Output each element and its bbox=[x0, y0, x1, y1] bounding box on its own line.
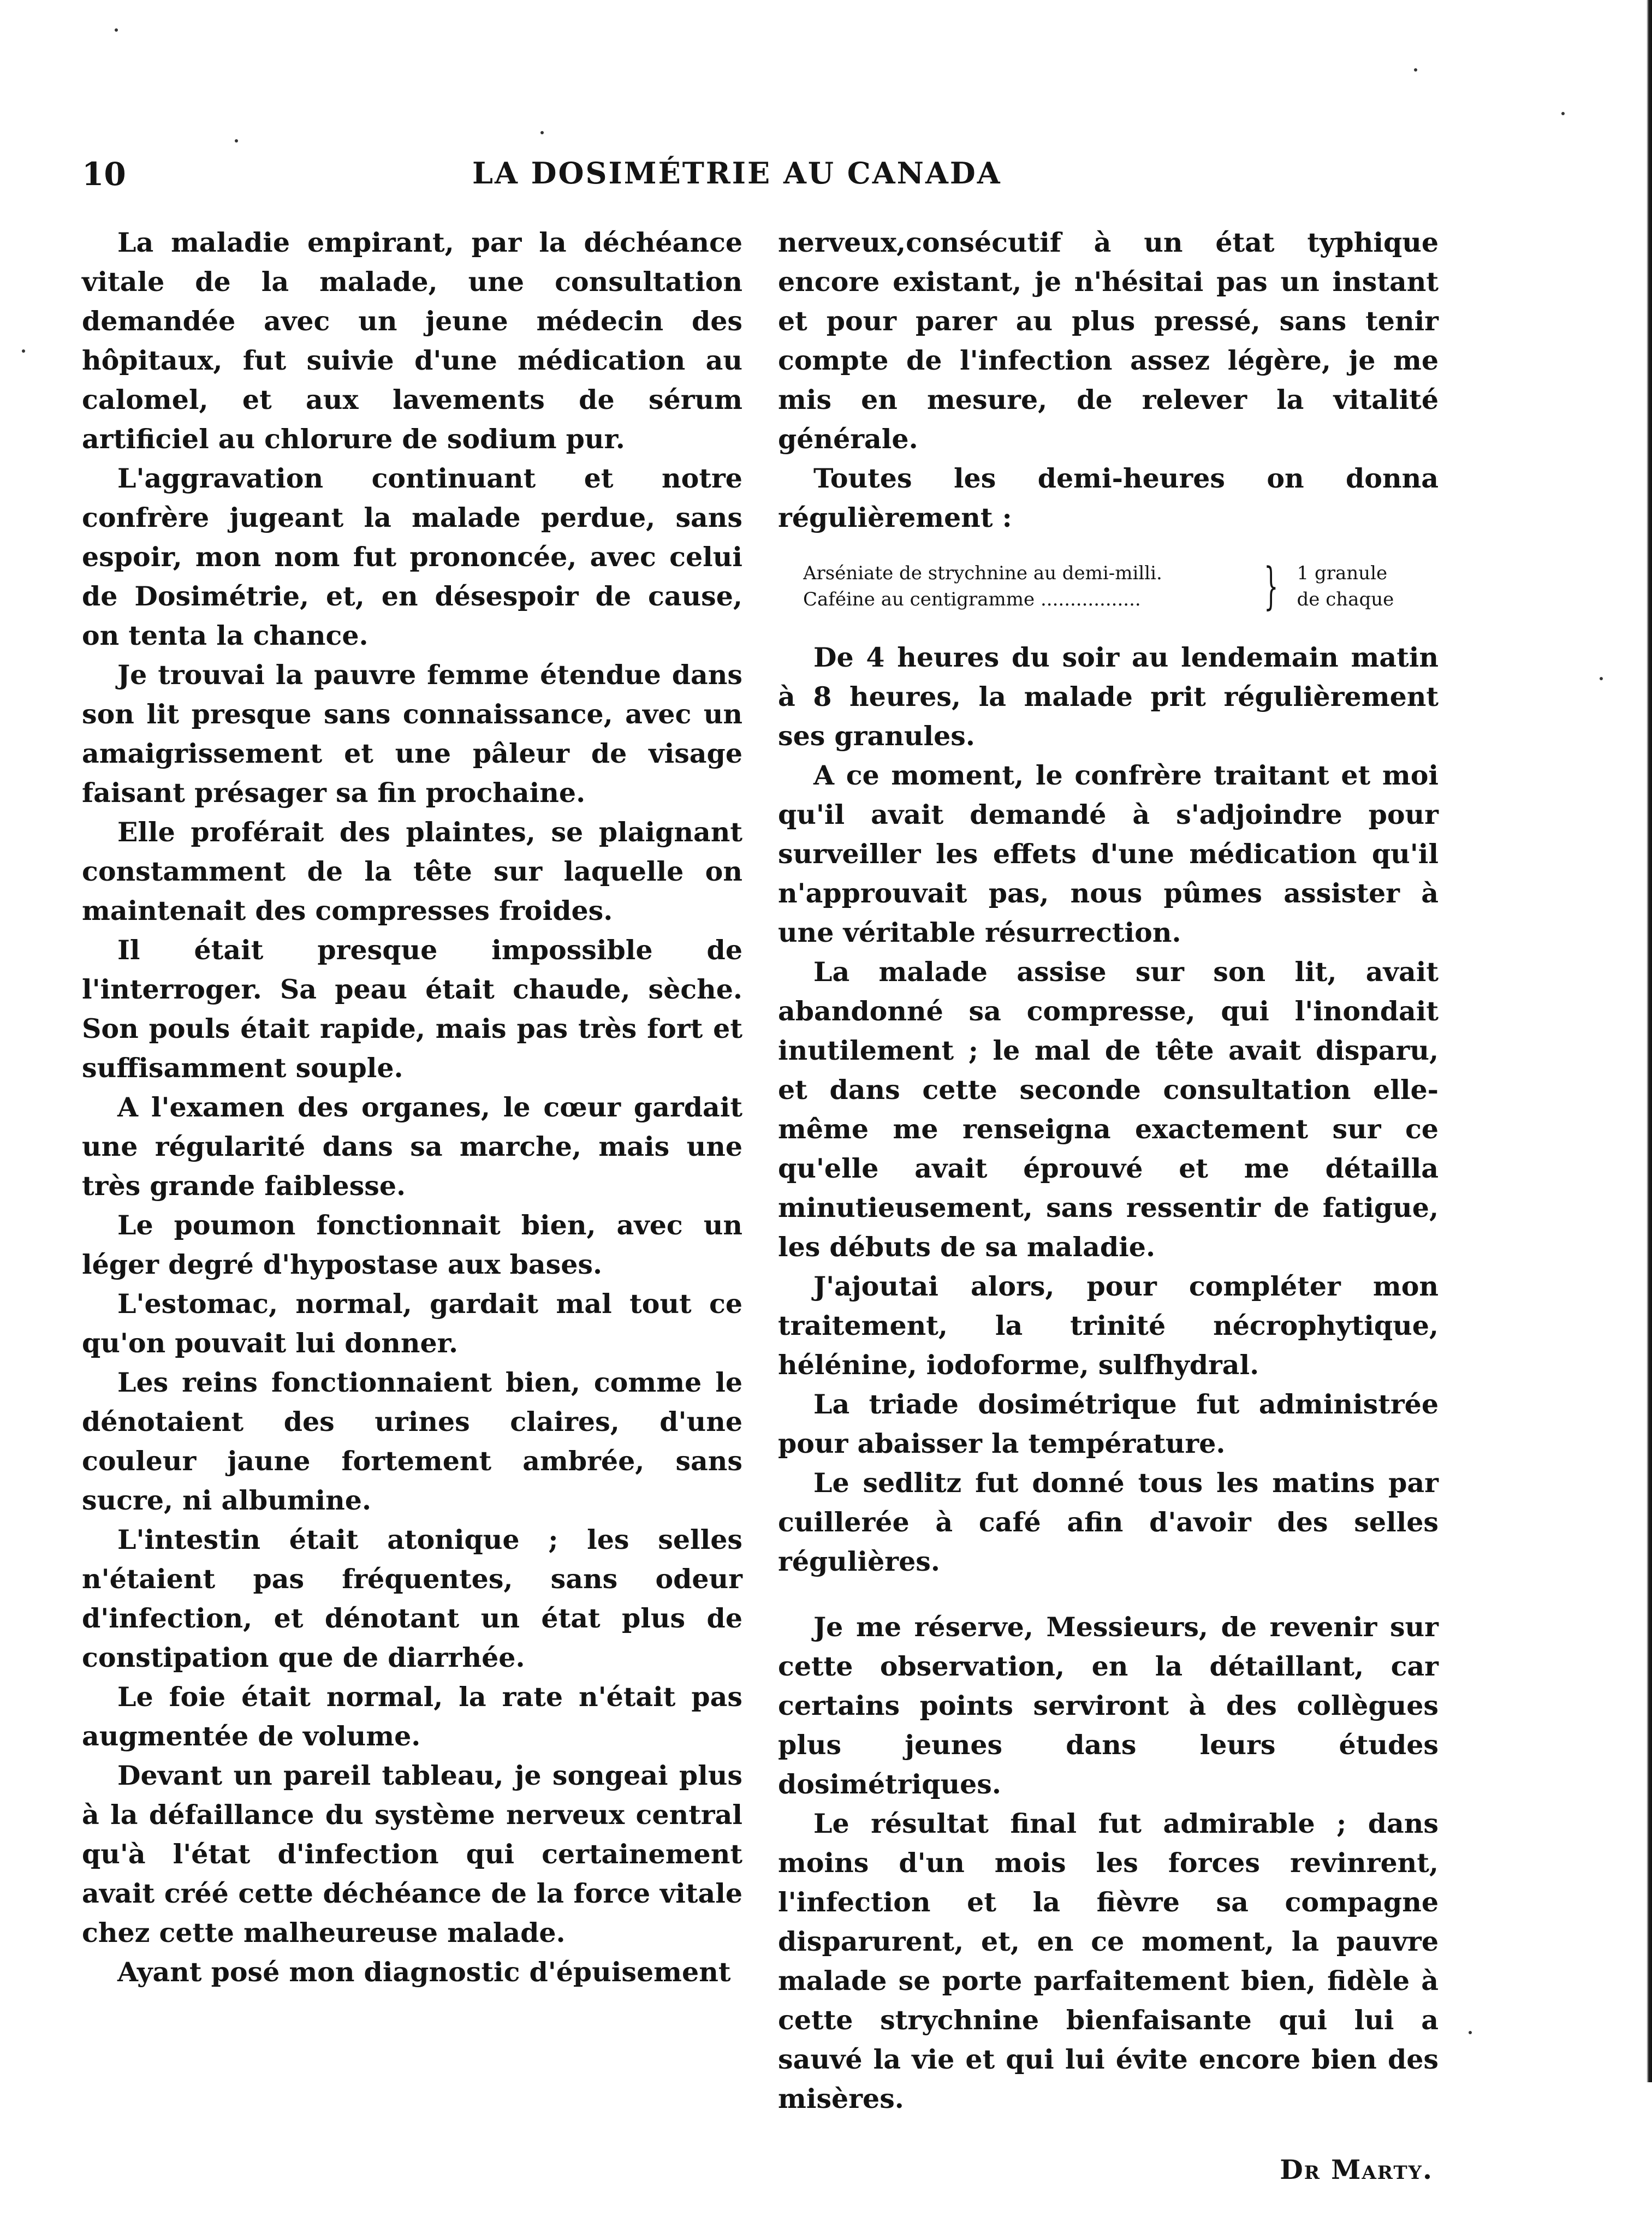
dose-line: 1 granule bbox=[1297, 562, 1388, 584]
paragraph: Le sedlitz fut donné tous les matins par cuillerée à café afin d'avoir des selles régulières. bbox=[778, 1467, 1439, 1577]
scan-speck bbox=[540, 131, 544, 134]
paragraph: A l'examen des organes, le cœur gardait une régularité dans sa marche, mais une très grande faiblesse. bbox=[82, 1091, 742, 1202]
scan-speck bbox=[1414, 68, 1417, 72]
paragraph: Le résultat final fut admirable ; dans moins d'un mois les forces revinrent, l'infection et la fièvre sa compagne disparurent, et, en ce moment, la pauvre malade se porte parfaitement bien, fidèle à cette strychnine bienfaisante qui lui a sauvé la vie et qui lui évite encore bien des misères. bbox=[778, 1808, 1439, 2114]
page-edge-shadow bbox=[1647, 0, 1652, 2082]
paragraph: A ce moment, le confrère traitant et moi qu'il avait demandé à s'adjoindre pour surveiller les effets d'une médication qu'il n'approuvait pas, nous pûmes assister à une véritable résurrection. bbox=[778, 759, 1439, 948]
paragraph: L'intestin était atonique ; les selles n'étaient pas fréquentes, sans odeur d'infection, et dénotant un état plus de constipation que de diarrhée. bbox=[82, 1524, 742, 1673]
paragraph: Ayant posé mon diagnostic d'épuisement bbox=[117, 1956, 731, 1988]
paragraph: La maladie empirant, par la déchéance vitale de la malade, une consultation demandée avec un jeune médecin des hôpitaux, fut suivie d'une médication au calomel, et aux lavements de sérum artificiel au chlorure de sodium pur. bbox=[82, 227, 742, 455]
scan-speck bbox=[22, 349, 25, 353]
paragraph: Les reins fonctionnaient bien, comme le dénotaient des urines claires, d'une couleur jaune fortement ambrée, sans sucre, ni albumine. bbox=[82, 1367, 742, 1516]
page-number: 10 bbox=[82, 156, 126, 193]
paragraph: Le foie était normal, la rate n'était pas augmentée de volume. bbox=[82, 1681, 742, 1752]
page-header bbox=[82, 156, 1010, 199]
paragraph: Il était presque impossible de l'interroger. Sa peau était chaude, sèche. Son pouls était rapide, mais pas très fort et suffisamment souple. bbox=[82, 934, 742, 1084]
paragraph: Elle proférait des plaintes, se plaignant constamment de la tête sur laquelle on maintenait des compresses froides. bbox=[82, 816, 742, 926]
running-title: LA DOSIMÉTRIE AU CANADA bbox=[472, 156, 1002, 191]
scan-speck bbox=[1600, 677, 1603, 680]
paragraph: Le poumon fonctionnait bien, avec un léger degré d'hypostase aux bases. bbox=[82, 1209, 742, 1280]
paragraph: La malade assise sur son lit, avait abandonné sa compresse, qui l'inondait inutilement ; le mal de tête avait disparu, et dans cette seconde consultation elle-même me renseigna exactement sur ce qu'elle avait éprouvé et me détailla minutieusement, sans ressentir de fatigue, les débuts de sa maladie. bbox=[778, 956, 1439, 1263]
paragraph: Toutes les demi-heures on donna régulièrement : bbox=[778, 462, 1439, 533]
left-column bbox=[82, 223, 742, 1992]
signature: Dr Marty. bbox=[1280, 2154, 1433, 2185]
paragraph: L'aggravation continuant et notre confrère jugeant la malade perdue, sans espoir, mon nom fut prononcée, avec celui de Dosimétrie, et, en désespoir de cause, on tenta la chance. bbox=[82, 462, 742, 651]
right-column bbox=[778, 223, 1439, 2216]
prescription-block bbox=[803, 557, 1439, 615]
prescription-dose bbox=[1297, 560, 1394, 613]
scan-speck bbox=[115, 28, 118, 32]
paragraph: L'estomac, normal, gardait mal tout ce qu'on pouvait lui donner. bbox=[82, 1288, 742, 1359]
prescription-items bbox=[803, 560, 1251, 613]
dose-line: de chaque bbox=[1297, 589, 1394, 610]
paragraph: De 4 heures du soir au lendemain matin à 8 heures, la malade prit régulièrement ses granules. bbox=[778, 641, 1439, 752]
brace-glyph: } bbox=[1264, 557, 1279, 615]
paragraph: La triade dosimétrique fut administrée pour abaisser la température. bbox=[778, 1388, 1439, 1459]
scan-speck bbox=[235, 139, 238, 142]
prescription-item: Arséniate de strychnine au demi-milli. bbox=[803, 562, 1162, 584]
scan-speck bbox=[1561, 112, 1565, 115]
prescription-item: Caféine au centigramme ................. bbox=[803, 589, 1141, 610]
scan-speck bbox=[1469, 2031, 1472, 2034]
paragraph: J'ajoutai alors, pour compléter mon traitement, la trinité nécrophytique, hélénine, iodoforme, sulfhydral. bbox=[778, 1270, 1439, 1381]
paragraph: Devant un pareil tableau, je songeai plus à la défaillance du système nerveux central qu'à l'état d'infection qui certainement avait créé cette déchéance de la force vitale chez cette malheureuse malade. bbox=[82, 1760, 742, 1948]
paragraph: nerveux,consécutif à un état typhique encore existant, je n'hésitai pas un instant et pour parer au plus pressé, sans tenir compte de l'infection assez légère, je me mis en mesure, de relever la vitalité générale. bbox=[778, 227, 1439, 455]
paragraph: Je me réserve, Messieurs, de revenir sur cette observation, en la détaillant, car certains points serviront à des collègues plus jeunes dans leurs études dosimétriques. bbox=[778, 1611, 1439, 1800]
paragraph: Je trouvai la pauvre femme étendue dans son lit presque sans connaissance, avec un amaigrissement et une pâleur de visage faisant présager sa fin prochaine. bbox=[82, 659, 742, 809]
